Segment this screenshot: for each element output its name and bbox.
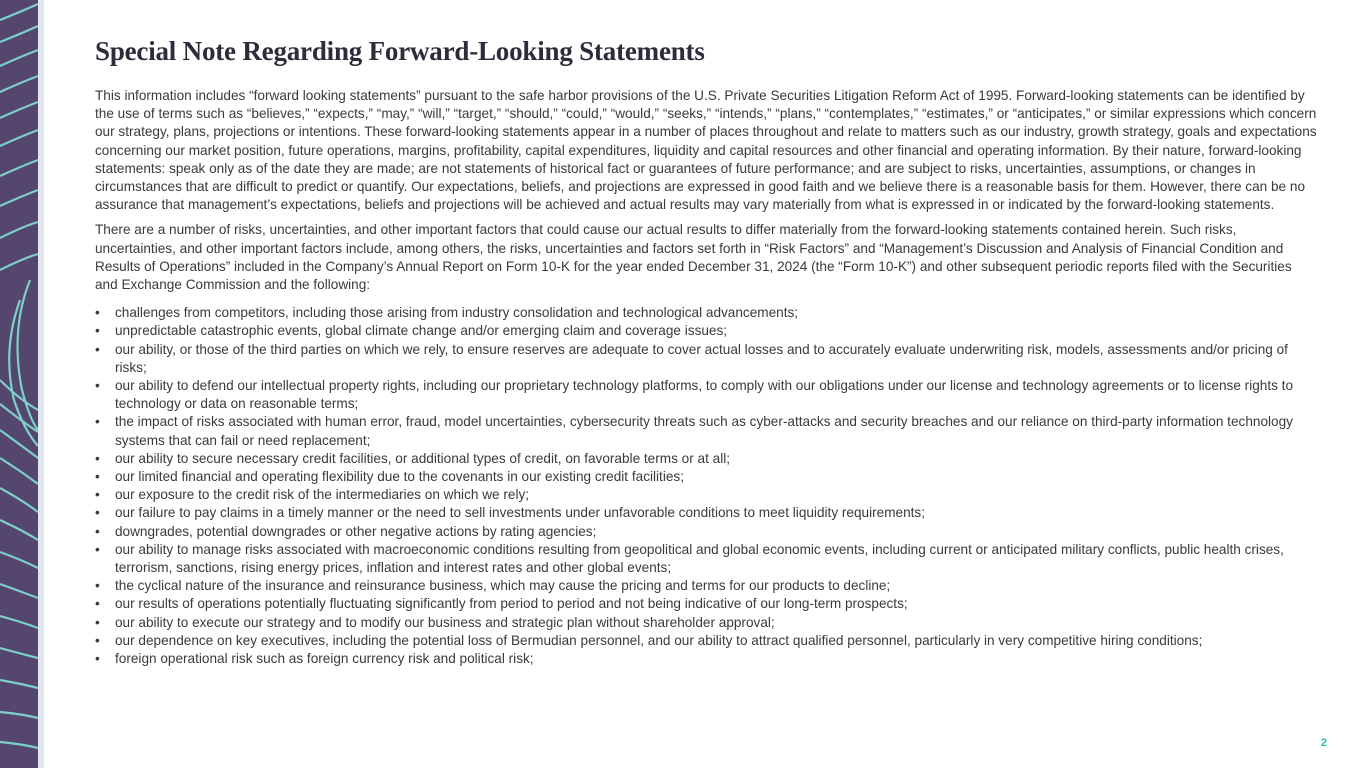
decorative-side-band	[0, 0, 38, 768]
bullet-icon: •	[95, 651, 100, 667]
list-item-text: our results of operations potentially fluctuating significantly from period to period and not being indicative of our long-term prospects;	[115, 596, 908, 612]
page-title: Special Note Regarding Forward-Looking Statements	[95, 36, 705, 66]
bullet-icon: •	[95, 541, 100, 557]
bullet-icon: •	[95, 632, 100, 648]
list-item-text: challenges from competitors, including those arising from industry consolidation and technological advancements;	[115, 305, 799, 321]
bullet-icon: •	[95, 469, 100, 485]
bullet-icon: •	[95, 305, 100, 321]
list-item-text: our dependence on key executives, including the potential loss of Bermudian personnel, and our ability to attract qualified personnel, particularly in very competitive hiring conditions;	[115, 632, 1203, 648]
risk-factors-paragraph: There are a number of risks, uncertainties, and other important factors that could cause our actual results to differ materially from the forward-looking statements contained herein. Such risks, uncertainties, and other important factors include, among others, the risks, uncertainties and factors set forth in “Risk Factors” and “Management’s Discussion and Analysis of Financial Condition and Results of Operations” included in the Company’s Annual Report on Form 10-K for the year ended December 31, 2024 (the “Form 10-K”) and other subsequent periodic reports filed with the Securities and Exchange Commission and the following:	[95, 222, 1292, 293]
bullet-icon: •	[95, 596, 100, 612]
bullet-icon: •	[95, 323, 100, 339]
list-item	[95, 632, 1317, 650]
wave-pattern-graphic	[0, 0, 38, 768]
list-item	[95, 413, 1317, 449]
list-item	[95, 541, 1317, 577]
bullet-icon: •	[95, 614, 100, 630]
list-item-text: our ability to manage risks associated with macroeconomic conditions resulting from geopolitical and global economic events, including current or anticipated military conflicts, public health crises, terrorism, sanctions, rising energy prices, inflation and interest rates and other global events;	[115, 541, 1284, 576]
list-item-text: our ability, or those of the third parties on which we rely, to ensure reserves are adequate to cover actual losses and to accurately evaluate underwriting risk, models, assessments and/or pricing of risks;	[115, 341, 1288, 375]
document-body	[95, 36, 1317, 668]
side-band-edge	[38, 0, 44, 768]
bullet-icon: •	[95, 414, 100, 430]
list-item	[95, 304, 1317, 322]
list-item-text: our ability to execute our strategy and to modify our business and strategic plan without shareholder approval;	[115, 614, 775, 630]
bullet-icon: •	[95, 505, 100, 521]
list-item	[95, 577, 1317, 595]
page-number: 2	[1320, 737, 1327, 749]
list-item	[95, 650, 1317, 668]
list-item	[95, 486, 1317, 504]
list-item-text: our ability to defend our intellectual property rights, including our proprietary technology platforms, to comply with our obligations under our license and technology agreements or to license rights to technology or data on reasonable terms;	[115, 378, 1294, 412]
list-item-text: our failure to pay claims in a timely manner or the need to sell investments under unfavorable conditions to meet liquidity requirements;	[115, 505, 925, 521]
bullet-icon: •	[95, 341, 100, 357]
list-item	[95, 595, 1317, 613]
list-item-text: our exposure to the credit risk of the intermediaries on which we rely;	[115, 487, 530, 503]
list-item	[95, 504, 1317, 522]
bullet-icon: •	[95, 378, 100, 394]
list-item-text: the impact of risks associated with human error, fraud, model uncertainties, cybersecurity threats such as cyber-attacks and security breaches and our reliance on third-party information technology systems that can fail or need replacement;	[115, 414, 1293, 448]
list-item	[95, 450, 1317, 468]
risk-factor-list	[95, 304, 1317, 668]
list-item	[95, 468, 1317, 486]
list-item-text: our ability to secure necessary credit facilities, or additional types of credit, on favorable terms or at all;	[115, 450, 731, 466]
list-item	[95, 322, 1317, 340]
list-item-text: unpredictable catastrophic events, global climate change and/or emerging claim and coverage issues;	[115, 323, 728, 339]
bullet-icon: •	[95, 523, 100, 539]
list-item-text: foreign operational risk such as foreign currency risk and political risk;	[115, 651, 534, 667]
list-item-text: the cyclical nature of the insurance and reinsurance business, which may cause the pricing and terms for our products to decline;	[115, 578, 891, 594]
intro-paragraph: This information includes “forward looking statements” pursuant to the safe harbor provisions of the U.S. Private Securities Litigation Reform Act of 1995. Forward-looking statements can be identified by the use of terms such as “believes,” “expects,” “may,” “will,” “target,” “should,” “could,” “would,” “seeks,” “intends,” “plans,” “contemplates,” “estimates,” or “anticipates,” or similar expressions which concern our strategy, plans, projections or intentions. These forward-looking statements appear in a number of places throughout and relate to matters such as our industry, growth strategy, goals and expectations concerning our market position, future operations, margins, profitability, capital expenditures, liquidity and capital resources and other financial and operating information. By their nature, forward-looking statements: speak only as of the date they are made; are not statements of historical fact or guarantees of future performance; and are subject to risks, uncertainties, assumptions, or changes in circumstances that are difficult to predict or quantify. Our expectations, beliefs, and projections are expressed in good faith and we believe there is a reasonable basis for them. However, there can be no assurance that management’s expectations, beliefs and projections will be achieved and actual results may vary materially from what is expressed in or indicated by the forward-looking statements.	[95, 88, 1317, 213]
bullet-icon: •	[95, 487, 100, 503]
list-item	[95, 523, 1317, 541]
bullet-icon: •	[95, 450, 100, 466]
list-item-text: downgrades, potential downgrades or other negative actions by rating agencies;	[115, 523, 597, 539]
list-item	[95, 377, 1317, 413]
bullet-icon: •	[95, 578, 100, 594]
list-item-text: our limited financial and operating flexibility due to the covenants in our existing credit facilities;	[115, 469, 684, 485]
list-item	[95, 614, 1317, 632]
list-item	[95, 341, 1317, 377]
